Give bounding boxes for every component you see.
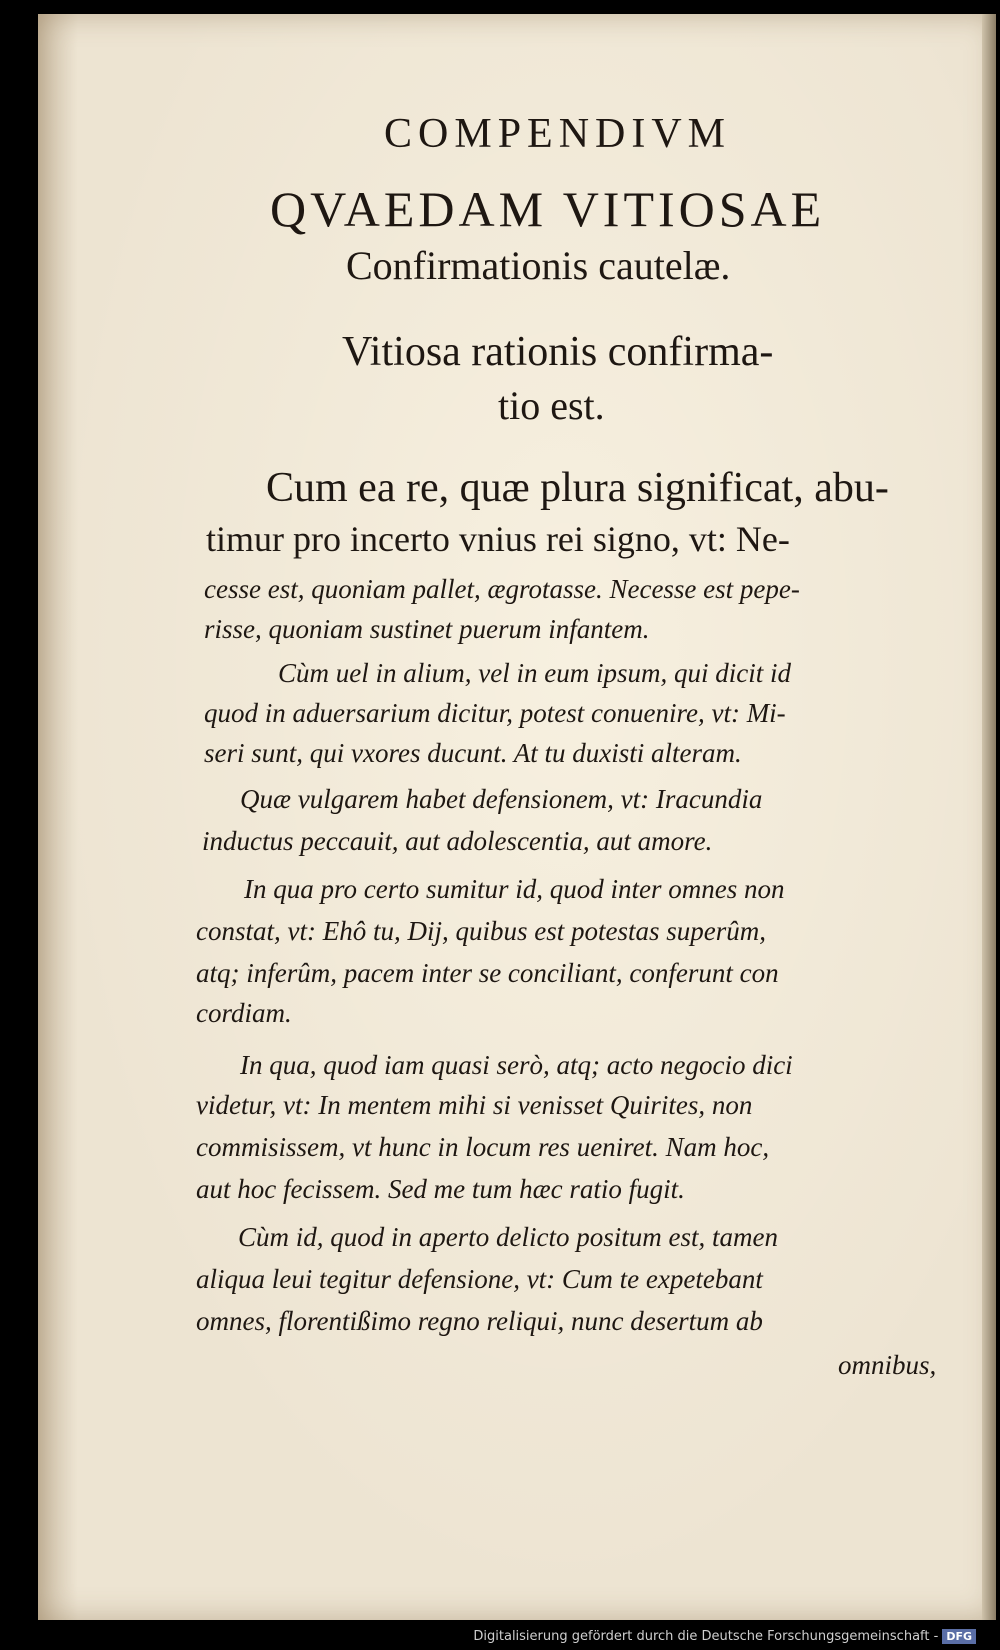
body-line: Quæ vulgarem habet defensionem, vt: Iracundia [240,784,763,814]
body-line: cesse est, quoniam pallet, ægrotasse. Necesse est pepe- [204,574,800,604]
body-line: omnibus, [838,1350,937,1380]
body-line: atq; inferûm, pacem inter se conciliant, conferunt con [196,958,779,988]
body-line: Cum ea re, quæ plura significat, abu- [266,465,889,511]
subheading-line-1: Vitiosa rationis confirma- [342,329,774,375]
heading-line-1: COMPENDIVM [384,111,732,157]
subheading-line-2: tio est. [498,383,605,428]
book-page [38,14,996,1620]
body-line: aliqua leui tegitur defensione, vt: Cum te expetebant [196,1264,763,1294]
body-line: cordiam. [196,998,292,1028]
footer-credit [473,1629,976,1644]
heading-line-2: QVAEDAM VITIOSAE [270,181,826,237]
body-line: In qua, quod iam quasi serò, atq; acto negocio dici [240,1050,793,1080]
heading-line-3: Confirmationis cautelæ. [346,243,731,288]
body-line: Cùm id, quod in aperto delicto positum est, tamen [238,1222,778,1252]
body-line: seri sunt, qui vxores ducunt. At tu duxisti alteram. [204,738,742,768]
body-line: omnes, florentißimo regno reliqui, nunc desertum ab [196,1306,763,1336]
body-line: aut hoc fecissem. Sed me tum hæc ratio fugit. [196,1174,685,1204]
body-line: inductus peccauit, aut adolescentia, aut amore. [202,826,713,856]
body-line: Cùm uel in alium, vel in eum ipsum, qui dicit id [278,658,791,688]
body-line: quod in aduersarium dicitur, potest conuenire, vt: Mi- [204,698,786,728]
footer-credit-text: Digitalisierung gefördert durch die Deutsche Forschungsgemeinschaft - [473,1629,939,1644]
body-line: commisissem, vt hunc in locum res ueniret. Nam hoc, [196,1132,770,1162]
page-edge [982,14,996,1620]
dfg-logo: DFG [942,1629,976,1644]
body-line: timur pro incerto vnius rei signo, vt: Ne- [206,519,790,559]
footer-bar [0,1622,1000,1650]
body-line: In qua pro certo sumitur id, quod inter omnes non [244,874,785,904]
body-line: videtur, vt: In mentem mihi si venisset Quirites, non [196,1090,753,1120]
body-line: risse, quoniam sustinet puerum infantem. [204,614,650,644]
body-line: constat, vt: Ehô tu, Dij, quibus est potestas superûm, [196,916,766,946]
